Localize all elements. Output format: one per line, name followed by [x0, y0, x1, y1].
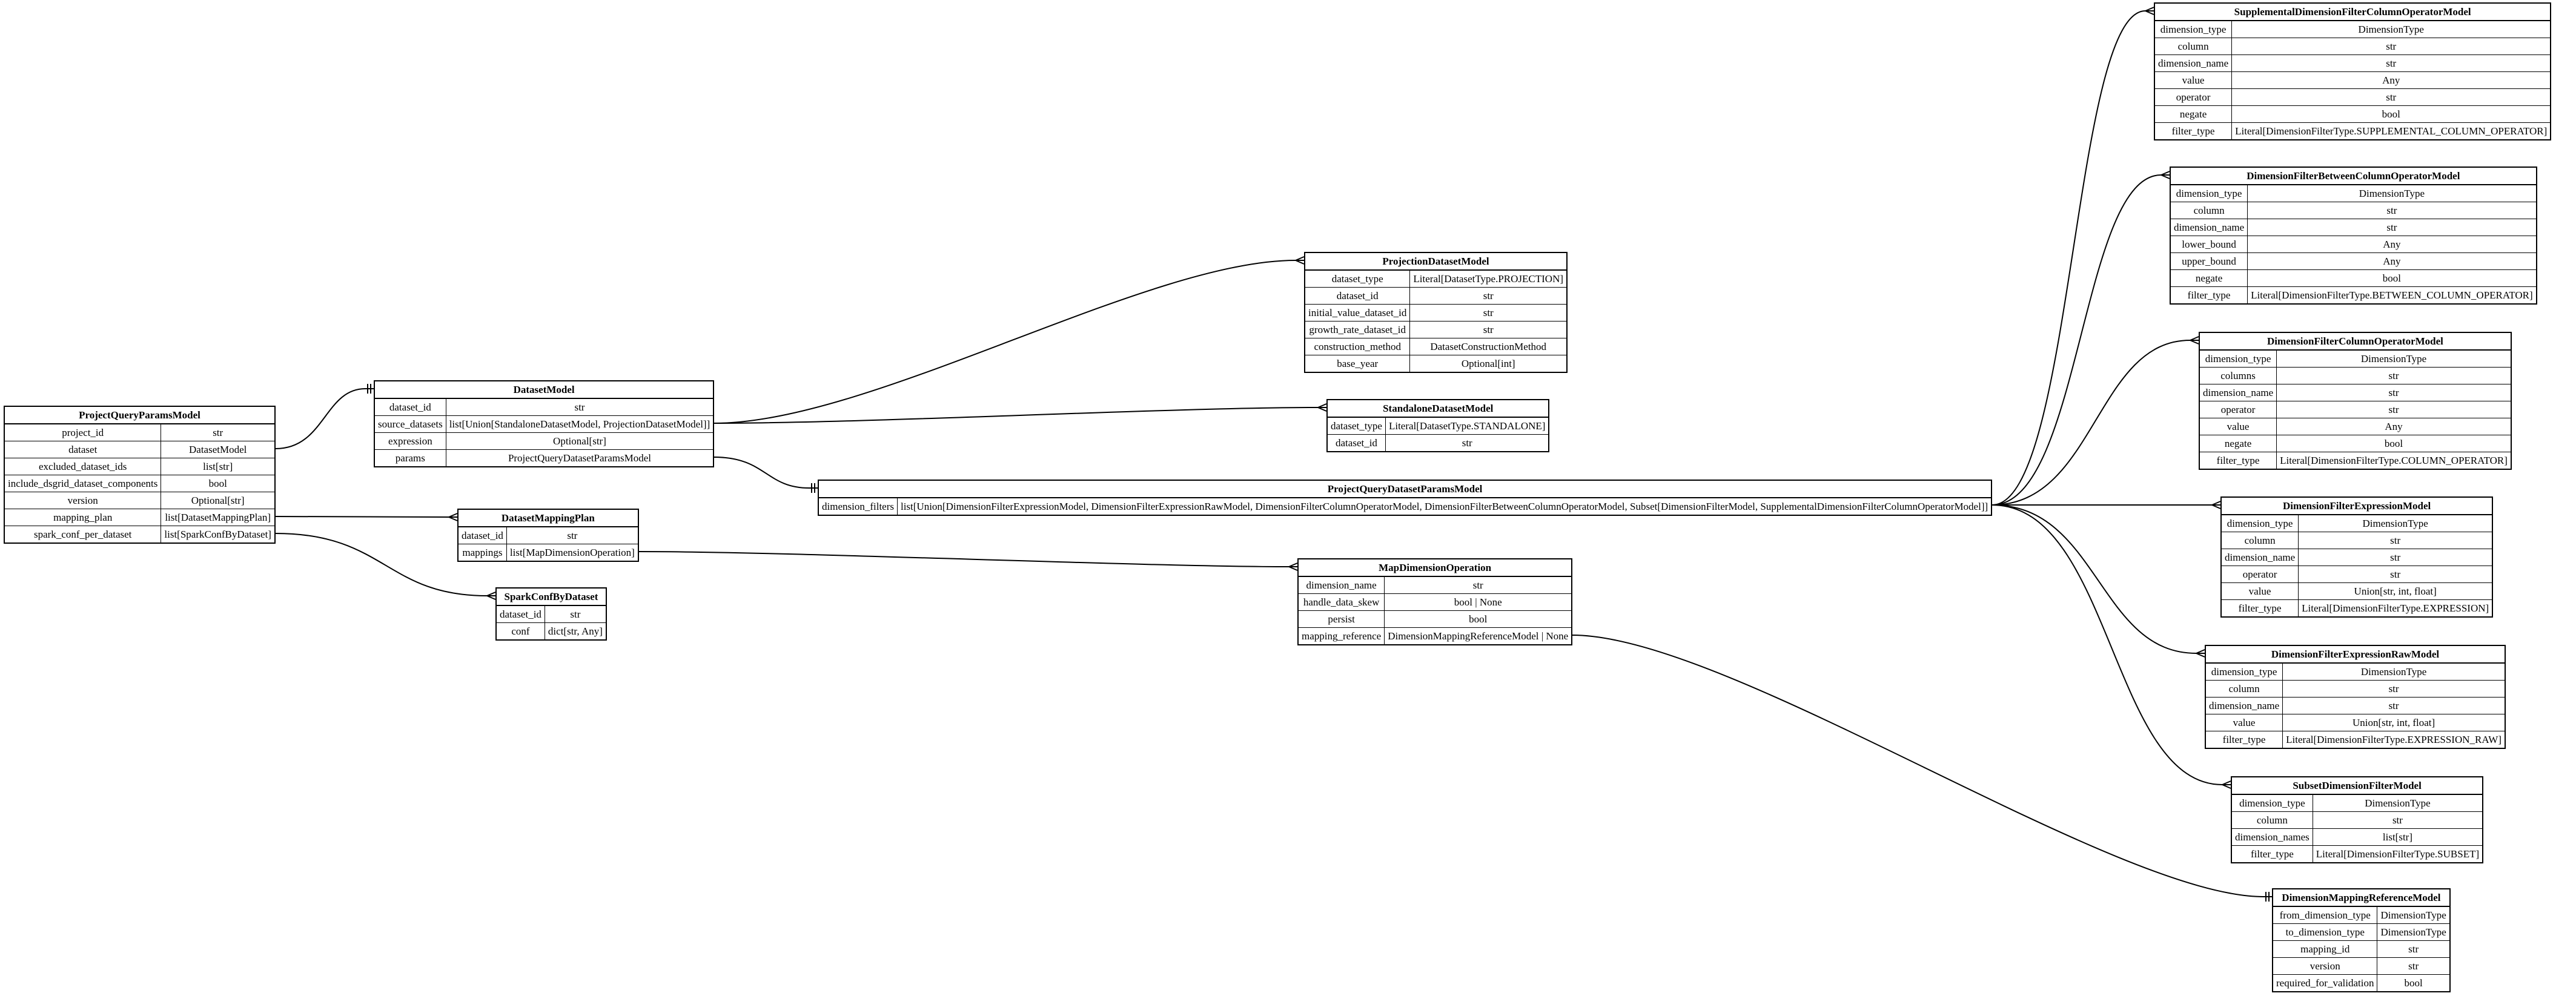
field-row: [2155, 55, 2550, 72]
field-name: mapping_plan: [5, 509, 161, 526]
field-name: conf: [497, 623, 545, 640]
relation-edge: [714, 257, 1304, 423]
entity-table: [497, 589, 606, 639]
field-name: dimension_type: [2171, 185, 2248, 202]
field-type: Literal[DimensionFilterType.SUBSET]: [2313, 846, 2482, 863]
entity-title: SubsetDimensionFilterModel: [2232, 777, 2482, 794]
field-name: filter_type: [2171, 287, 2248, 304]
field-name: filter_type: [2222, 600, 2299, 617]
relation-edge: [639, 552, 1297, 570]
field-name: mapping_id: [2273, 941, 2377, 958]
field-type: str: [2232, 89, 2551, 106]
field-type: list[str]: [161, 458, 274, 475]
field-row: [2155, 106, 2550, 123]
entity-project-query-dataset-params-model[interactable]: [818, 480, 1992, 516]
field-row: [2200, 418, 2511, 435]
field-type: str: [2232, 55, 2551, 72]
field-name: filter_type: [2206, 731, 2283, 748]
field-name: columns: [2200, 368, 2277, 384]
field-type: list[DatasetMappingPlan]: [161, 509, 274, 526]
entity-title: DatasetMappingPlan: [459, 510, 638, 527]
field-row: [2200, 384, 2511, 401]
field-type: str: [2283, 698, 2505, 714]
field-name: negate: [2171, 270, 2248, 287]
field-type: str: [567, 530, 578, 541]
entity-table: [2206, 646, 2505, 748]
field-name: filter_type: [2200, 452, 2277, 469]
field-type: ProjectQueryDatasetParamsModel: [446, 450, 713, 467]
entity-title: SparkConfByDataset: [497, 589, 606, 605]
entity-standalone-dataset-model[interactable]: [1326, 399, 1549, 452]
field-type: DimensionType: [2359, 188, 2425, 199]
field-row: [497, 623, 606, 640]
field-type: list[MapDimensionOperation]: [506, 544, 637, 561]
relation-edge: [276, 513, 457, 521]
field-name: operator: [2155, 89, 2232, 106]
field-row: [2171, 253, 2536, 270]
entity-supplemental-dimension-filter-column-operator-model[interactable]: [2154, 2, 2551, 140]
field-row: [1305, 338, 1566, 355]
field-name: dataset: [5, 441, 161, 458]
field-row: [2171, 185, 2536, 202]
field-row: [2155, 21, 2550, 38]
field-type: str: [570, 608, 581, 620]
field-type: DatasetModel: [161, 441, 274, 458]
field-name: params: [375, 450, 446, 467]
entity-dimension-filter-between-column-operator-model[interactable]: [2170, 167, 2537, 305]
field-type: str: [2377, 941, 2449, 958]
field-row: [5, 492, 274, 509]
entity-dataset-mapping-plan[interactable]: [457, 509, 639, 562]
field-type: str: [1410, 288, 1566, 305]
field-row: [2171, 202, 2536, 219]
field-type: Literal[DimensionFilterType.EXPRESSION]: [2299, 600, 2492, 617]
field-type: str: [2248, 202, 2536, 219]
entity-project-query-params-model[interactable]: [4, 406, 276, 544]
field-name: dimension_name: [2200, 384, 2277, 401]
field-row: [1305, 305, 1566, 322]
field-name: dimension_name: [1299, 576, 1385, 594]
entity-title: MapDimensionOperation: [1299, 559, 1571, 576]
field-row: [2232, 829, 2482, 846]
field-name: value: [2206, 714, 2283, 731]
field-row: [2222, 566, 2492, 583]
field-row: [2171, 270, 2536, 287]
field-row: [1299, 628, 1571, 645]
entity-table: [5, 407, 274, 543]
field-row: [5, 509, 274, 526]
field-row: [2273, 958, 2449, 975]
relation-edge: [1992, 505, 2205, 657]
field-name: dimension_type: [2232, 794, 2313, 812]
field-type: str: [2277, 368, 2511, 384]
field-name: base_year: [1305, 355, 1410, 372]
field-row: [459, 527, 638, 544]
field-row: [459, 544, 638, 561]
field-row: [2200, 368, 2511, 384]
field-name: excluded_dataset_ids: [5, 458, 161, 475]
field-row: [2273, 941, 2449, 958]
entity-map-dimension-operation[interactable]: [1297, 558, 1572, 645]
field-type: str: [1385, 435, 1548, 452]
relation-edge: [1992, 7, 2154, 505]
field-name: handle_data_skew: [1299, 594, 1385, 611]
field-type: DimensionMappingReferenceModel | None: [1385, 628, 1572, 645]
field-type: bool: [161, 475, 274, 492]
field-name: persist: [1299, 611, 1385, 628]
field-row: [1305, 355, 1566, 372]
field-type: bool: [2248, 270, 2536, 287]
field-type: str: [213, 427, 223, 438]
field-row: [2200, 452, 2511, 469]
field-row: [5, 424, 274, 441]
field-name: dataset_id: [1328, 435, 1385, 452]
entity-title: DimensionFilterColumnOperatorModel: [2200, 333, 2511, 350]
field-name: value: [2222, 583, 2299, 600]
field-type: str: [2232, 38, 2551, 55]
entity-dimension-filter-column-operator-model[interactable]: [2199, 332, 2512, 470]
field-name: column: [2206, 681, 2283, 698]
field-type: list[SparkConfByDataset]: [161, 526, 274, 543]
field-name: filter_type: [2232, 846, 2313, 863]
entity-dimension-filter-expression-model[interactable]: [2220, 496, 2493, 618]
relation-edge: [1992, 337, 2199, 505]
entity-table: [375, 381, 713, 466]
field-name: filter_type: [2155, 123, 2232, 140]
field-type: Literal[DimensionFilterType.BETWEEN_COLUMN_OPERATOR]: [2248, 287, 2536, 304]
field-row: [2171, 236, 2536, 253]
field-type: str: [2248, 219, 2536, 236]
field-row: [2200, 435, 2511, 452]
entity-subset-dimension-filter-model[interactable]: [2231, 776, 2483, 863]
field-name: operator: [2200, 401, 2277, 418]
entity-table: [819, 481, 1991, 515]
field-row: [2155, 123, 2550, 140]
entity-projection-dataset-model[interactable]: [1304, 252, 1568, 373]
relation-edge: [1992, 501, 2220, 509]
entity-dataset-model[interactable]: [374, 380, 714, 467]
entity-table: [2200, 333, 2511, 469]
field-name: lower_bound: [2171, 236, 2248, 253]
field-row: [1299, 594, 1571, 611]
field-row: [1305, 270, 1566, 288]
field-type: str: [2377, 958, 2449, 975]
relation-edge: [714, 457, 818, 493]
field-type: dict[str, Any]: [545, 623, 605, 640]
field-type: str: [1472, 579, 1483, 591]
field-name: dataset_id: [459, 527, 506, 544]
relation-edge: [1992, 505, 2231, 788]
field-row: [2206, 714, 2505, 731]
entity-spark-conf-by-dataset[interactable]: [495, 587, 607, 641]
field-type: bool: [2377, 975, 2449, 992]
field-row: [819, 498, 1991, 515]
relation-edge: [1992, 171, 2170, 505]
field-type: str: [2299, 532, 2492, 549]
field-name: column: [2222, 532, 2299, 549]
entity-title: ProjectQueryParamsModel: [5, 407, 274, 424]
field-type: Optional[int]: [1410, 355, 1566, 372]
field-name: mapping_reference: [1299, 628, 1385, 645]
field-name: dimension_type: [2206, 663, 2283, 681]
field-row: [2206, 681, 2505, 698]
field-type: str: [574, 401, 585, 413]
field-type: str: [2299, 566, 2492, 583]
field-row: [497, 605, 606, 623]
field-name: to_dimension_type: [2273, 924, 2377, 941]
field-type: Any: [2277, 418, 2511, 435]
field-row: [2206, 698, 2505, 714]
field-name: column: [2171, 202, 2248, 219]
field-name: mappings: [459, 544, 506, 561]
field-type: str: [2283, 681, 2505, 698]
field-type: Any: [2248, 253, 2536, 270]
field-name: negate: [2200, 435, 2277, 452]
field-row: [375, 450, 713, 467]
field-name: version: [5, 492, 161, 509]
field-name: from_dimension_type: [2273, 906, 2377, 924]
field-row: [2206, 731, 2505, 748]
entity-table: [459, 510, 638, 561]
field-name: dimension_name: [2222, 549, 2299, 566]
entity-table: [2155, 4, 2550, 139]
field-row: [2273, 924, 2449, 941]
entity-title: DimensionFilterBetweenColumnOperatorModel: [2171, 168, 2536, 185]
entity-table: [1305, 253, 1566, 372]
field-name: dimension_type: [2155, 21, 2232, 38]
field-name: dataset_type: [1305, 270, 1410, 288]
field-row: [2206, 663, 2505, 681]
field-name: upper_bound: [2171, 253, 2248, 270]
entity-title: SupplementalDimensionFilterColumnOperatorModel: [2155, 4, 2550, 21]
field-type: bool: [1385, 611, 1572, 628]
field-name: value: [2155, 72, 2232, 89]
field-type: Optional[str]: [161, 492, 274, 509]
field-row: [1305, 322, 1566, 338]
field-name: dimension_name: [2171, 219, 2248, 236]
field-type: DatasetConstructionMethod: [1410, 338, 1566, 355]
field-type: str: [1410, 305, 1566, 322]
field-type: DimensionType: [2377, 924, 2449, 941]
field-name: required_for_validation: [2273, 975, 2377, 992]
field-row: [2222, 549, 2492, 566]
field-type: DimensionType: [2360, 353, 2427, 364]
field-row: [1299, 576, 1571, 594]
relation-edge: [1572, 635, 2272, 902]
field-name: dataset_id: [375, 398, 446, 416]
field-name: dimension_name: [2206, 698, 2283, 714]
field-type: str: [2299, 549, 2492, 566]
field-row: [2222, 532, 2492, 549]
field-name: dataset_id: [497, 605, 545, 623]
field-type: DimensionType: [2360, 666, 2427, 678]
field-name: negate: [2155, 106, 2232, 123]
field-type: str: [2277, 384, 2511, 401]
field-name: dimension_names: [2232, 829, 2313, 846]
field-name: operator: [2222, 566, 2299, 583]
field-type: Literal[DatasetType.STANDALONE]: [1388, 420, 1546, 432]
field-type: str: [2313, 812, 2482, 829]
field-row: [1328, 417, 1548, 435]
field-type: str: [2277, 401, 2511, 418]
field-name: initial_value_dataset_id: [1305, 305, 1410, 322]
field-name: construction_method: [1305, 338, 1410, 355]
entity-title: ProjectionDatasetModel: [1305, 253, 1566, 270]
field-type: Literal[DimensionFilterType.COLUMN_OPERATOR]: [2277, 452, 2511, 469]
field-type: bool | None: [1385, 594, 1572, 611]
field-type: str: [1410, 322, 1566, 338]
entity-table: [2273, 889, 2449, 991]
entity-table: [2232, 777, 2482, 862]
field-name: include_dsgrid_dataset_components: [5, 475, 161, 492]
field-row: [2171, 287, 2536, 304]
field-row: [1305, 288, 1566, 305]
field-type: DimensionType: [2365, 797, 2431, 809]
entity-title: StandaloneDatasetModel: [1328, 400, 1548, 417]
field-row: [2232, 812, 2482, 829]
field-row: [5, 526, 274, 543]
relation-edge: [276, 384, 374, 449]
field-name: dimension_name: [2155, 55, 2232, 72]
field-name: expression: [375, 433, 446, 450]
entity-title: DatasetModel: [375, 381, 713, 398]
entity-table: [2171, 168, 2536, 303]
entity-title: ProjectQueryDatasetParamsModel: [819, 481, 1991, 498]
field-type: list[Union[StandaloneDatasetModel, ProjectionDatasetModel]]: [446, 416, 713, 433]
field-type: DimensionType: [2380, 909, 2446, 921]
field-row: [375, 416, 713, 433]
field-type: list[Union[DimensionFilterExpressionModel, DimensionFilterExpressionRawModel, DimensionFilterColumnOperatorModel, DimensionFilterBetweenColumnOperatorModel, Subset[DimensionFilterModel, SupplementalDimensionFilterColumnOperatorModel]]: [900, 501, 1988, 512]
field-row: [5, 475, 274, 492]
field-type: Union[str, int, float]: [2283, 714, 2505, 731]
field-name: dimension_type: [2222, 515, 2299, 532]
field-type: bool: [2277, 435, 2511, 452]
field-name: column: [2155, 38, 2232, 55]
field-row: [2200, 401, 2511, 418]
field-name: spark_conf_per_dataset: [5, 526, 161, 543]
field-name: dataset_type: [1328, 417, 1385, 435]
entity-title: DimensionFilterExpressionRawModel: [2206, 646, 2505, 663]
field-row: [2171, 219, 2536, 236]
field-name: column: [2232, 812, 2313, 829]
field-row: [2273, 906, 2449, 924]
field-type: Literal[DimensionFilterType.EXPRESSION_RAW]: [2283, 731, 2505, 748]
field-type: list[str]: [2313, 829, 2482, 846]
field-name: dataset_id: [1305, 288, 1410, 305]
field-name: dimension_type: [2200, 350, 2277, 368]
field-row: [1328, 435, 1548, 452]
entity-table: [2222, 498, 2492, 616]
field-name: growth_rate_dataset_id: [1305, 322, 1410, 338]
field-row: [2232, 846, 2482, 863]
field-name: project_id: [5, 424, 161, 441]
field-row: [2222, 583, 2492, 600]
field-row: [2273, 975, 2449, 992]
field-row: [5, 458, 274, 475]
field-name: source_datasets: [375, 416, 446, 433]
field-row: [2222, 600, 2492, 617]
field-row: [2232, 794, 2482, 812]
field-type: Any: [2232, 72, 2551, 89]
field-type: Any: [2248, 236, 2536, 253]
field-row: [375, 398, 713, 416]
field-type: bool: [2232, 106, 2551, 123]
entity-dimension-mapping-reference-model[interactable]: [2272, 888, 2451, 992]
field-row: [2155, 38, 2550, 55]
entity-title: DimensionMappingReferenceModel: [2273, 889, 2449, 906]
field-type: Optional[str]: [446, 433, 713, 450]
field-row: [2155, 72, 2550, 89]
entity-dimension-filter-expression-raw-model[interactable]: [2205, 645, 2506, 749]
entity-table: [1328, 400, 1548, 451]
entity-table: [1299, 559, 1571, 644]
field-row: [5, 441, 274, 458]
field-type: Literal[DimensionFilterType.SUPPLEMENTAL_COLUMN_OPERATOR]: [2232, 123, 2551, 140]
field-row: [2200, 350, 2511, 368]
field-name: version: [2273, 958, 2377, 975]
field-type: DimensionType: [2362, 518, 2428, 529]
field-name: value: [2200, 418, 2277, 435]
field-type: DimensionType: [2358, 24, 2424, 35]
field-row: [375, 433, 713, 450]
field-row: [1299, 611, 1571, 628]
field-type: Union[str, int, float]: [2299, 583, 2492, 600]
field-name: dimension_filters: [819, 498, 897, 515]
field-row: [2155, 89, 2550, 106]
field-type: Literal[DatasetType.PROJECTION]: [1413, 273, 1564, 285]
entity-title: DimensionFilterExpressionModel: [2222, 498, 2492, 515]
relation-edge: [714, 404, 1326, 423]
field-row: [2222, 515, 2492, 532]
